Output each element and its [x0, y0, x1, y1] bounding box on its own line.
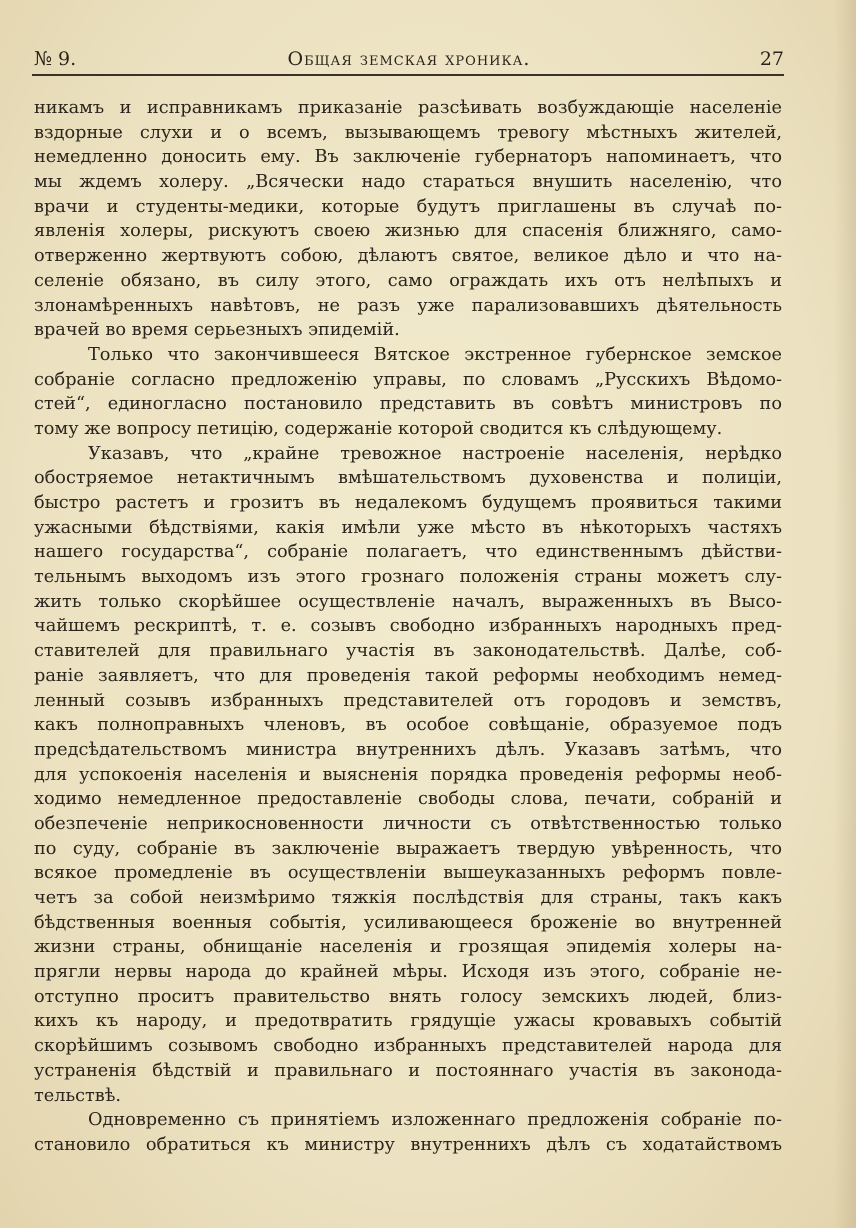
text-line: предсѣдательствомъ министра внутреннихъ дѣлъ. Указавъ затѣмъ, что — [34, 739, 782, 760]
text-line: по суду, собраніе въ заключеніе выражаетъ твердую увѣренность, что — [34, 838, 782, 859]
text-line: четъ за собой неизмѣримо тяжкія послѣдствія для страны, такъ какъ — [34, 888, 782, 908]
header-rule — [32, 74, 784, 76]
running-title: Общая земская хроника. — [287, 48, 531, 70]
text-line: нашего государства“, собраніе полагаетъ, что единственнымъ дѣйстви- — [34, 542, 782, 563]
text-line: ходимо немедленное предоставленіе свободы слова, печати, собраній и — [34, 789, 782, 810]
text-line: жить только скорѣйшее осуществленіе началъ, выраженныхъ въ Высо- — [34, 591, 782, 612]
text-line: мы ждемъ холеру. „Всячески надо стараться внушить населенію, что — [34, 172, 782, 193]
page-number: 27 — [759, 48, 784, 70]
text-line: тельствѣ. — [34, 1085, 122, 1106]
text-line: кихъ къ народу, и предотвратить грядущіе ужасы кровавыхъ событій — [34, 1011, 782, 1032]
body-text — [34, 96, 782, 1158]
text-line: врачей во время серьезныхъ эпидемій. — [34, 320, 400, 341]
text-line: никамъ и исправникамъ приказаніе разсѣивать возбуждающіе населеніе — [34, 98, 782, 118]
text-line: ужасными бѣдствіями, какія имѣли уже мѣсто въ нѣкоторыхъ частяхъ — [34, 517, 782, 538]
text-line: вздорные слухи и о всемъ, вызывающемъ тревогу мѣстныхъ жителей, — [34, 122, 782, 143]
text-line: скорѣйшимъ созывомъ свободно избранныхъ представителей народа для — [34, 1036, 782, 1057]
text-line: Указавъ, что „крайне тревожное настроеніе населенія, нерѣдко — [88, 443, 782, 464]
text-line: раніе заявляетъ, что для проведенія такой реформы необходимъ немед- — [34, 665, 782, 686]
text-line: стей“, единогласно постановило представить въ совѣтъ министровъ по — [34, 394, 782, 415]
text-line: селеніе обязано, въ силу этого, само ограждать ихъ отъ нелѣпыхъ и — [34, 270, 782, 291]
running-header — [34, 48, 784, 74]
text-line: чайшемъ рескриптѣ, т. е. созывъ свободно избранныхъ народныхъ пред- — [34, 616, 782, 637]
text-line: ленный созывъ избранныхъ представителей отъ городовъ и земствъ, — [34, 690, 782, 711]
text-line: всякое промедленіе въ осуществленіи вышеуказанныхъ реформъ повле- — [34, 863, 782, 884]
text-line: врачи и студенты-медики, которые будутъ приглашены въ случаѣ по- — [34, 196, 782, 217]
text-line: обезпеченіе неприкосновенности личности съ отвѣтственностью только — [34, 813, 782, 834]
text-line: какъ полноправныхъ членовъ, въ особое совѣщаніе, образуемое подъ — [34, 715, 782, 736]
text-line: явленія холеры, рискуютъ своею жизнью для спасенія ближняго, само- — [34, 221, 782, 242]
text-line: немедленно доносить ему. Въ заключеніе губернаторъ напоминаетъ, что — [34, 147, 782, 168]
text-line: собраніе согласно предложенію управы, по словамъ „Русскихъ Вѣдомо- — [34, 369, 782, 390]
text-line: отверженно жертвуютъ собою, дѣлаютъ святое, великое дѣло и что на- — [34, 246, 782, 267]
text-line: злонамѣренныхъ навѣтовъ, не разъ уже парализовавшихъ дѣятельность — [34, 295, 782, 316]
issue-number: № 9. — [34, 48, 77, 70]
text-line: для успокоенія населенія и выясненія порядка проведенія реформы необ- — [34, 764, 782, 785]
text-line: ставителей для правильнаго участія въ законодательствѣ. Далѣе, соб- — [34, 641, 782, 662]
text-line: устраненія бѣдствій и правильнаго и постояннаго участія въ законода- — [34, 1060, 782, 1081]
text-line: отступно проситъ правительство внять голосу земскихъ людей, близ- — [34, 986, 782, 1007]
text-line: тому же вопросу петицію, содержаніе которой сводится къ слѣдующему. — [34, 418, 723, 439]
text-line: жизни страны, обнищаніе населенія и грозящая эпидемія холеры на- — [34, 937, 782, 958]
text-line: Одновременно съ принятіемъ изложеннаго предложенія собраніе по- — [88, 1110, 782, 1131]
text-line: обостряемое нетактичнымъ вмѣшательствомъ духовенства и полиціи, — [34, 468, 782, 489]
text-line: Только что закончившееся Вятское экстренное губернское земское — [88, 344, 782, 365]
text-line: тельнымъ выходомъ изъ этого грознаго положенія страны можетъ слу- — [34, 567, 782, 588]
text-line: быстро растетъ и грозитъ въ недалекомъ будущемъ проявиться такими — [34, 493, 782, 513]
text-line: бѣдственныя военныя событія, усиливающееся броженіе во внутренней — [34, 912, 782, 933]
text-line: прягли нервы народа до крайней мѣры. Исходя изъ этого, собраніе не- — [34, 962, 782, 983]
text-line: становило обратиться къ министру внутреннихъ дѣлъ съ ходатайствомъ — [34, 1134, 782, 1155]
page-edge-shadow — [834, 0, 856, 1228]
